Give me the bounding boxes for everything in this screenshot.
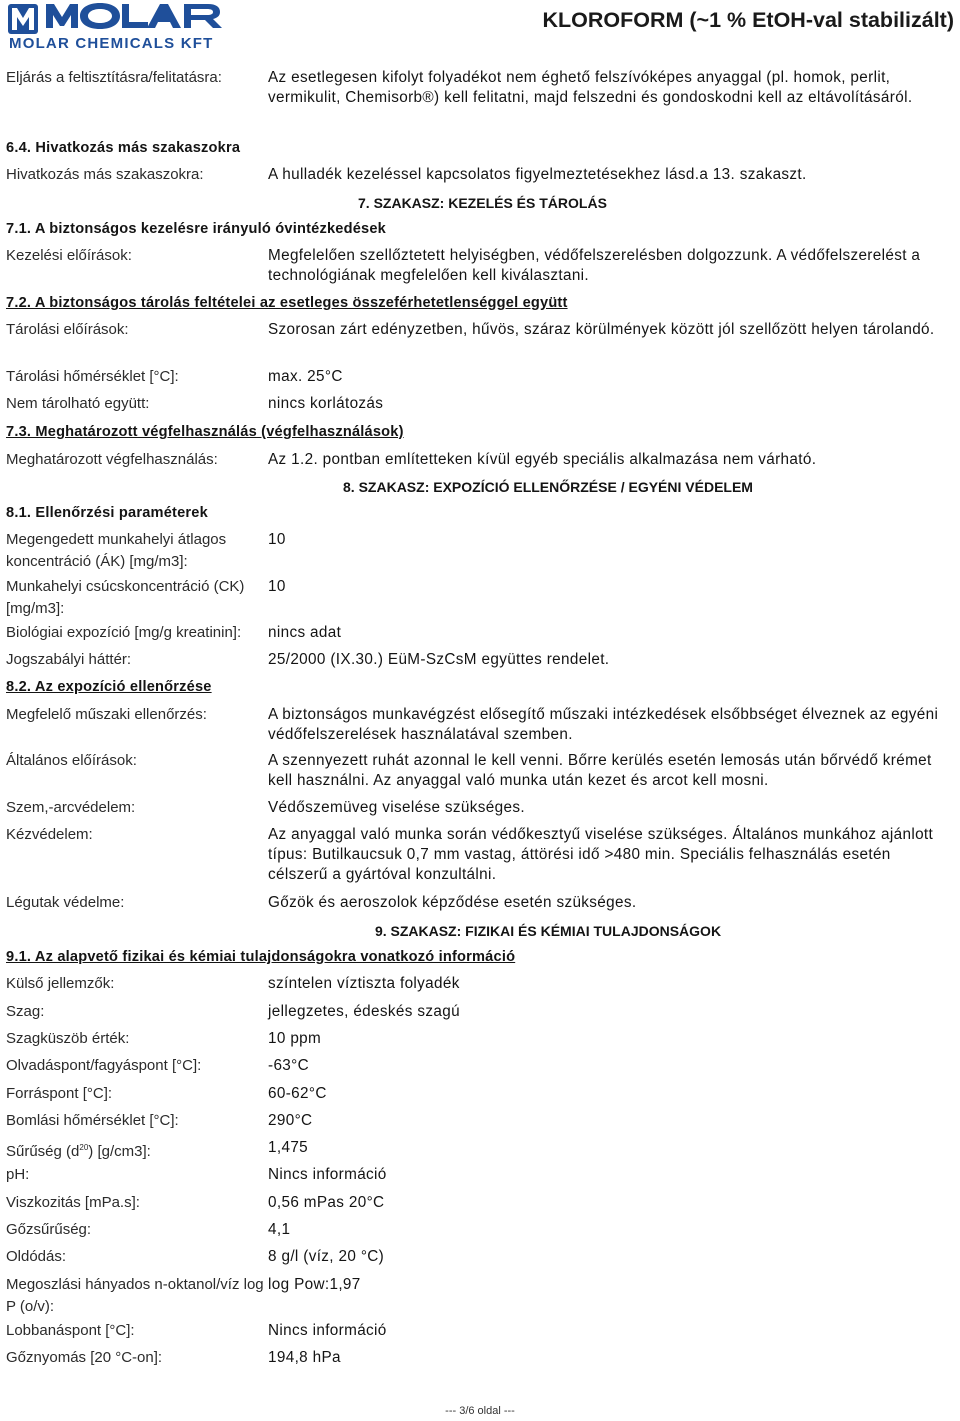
incompatible-value: nincs korlátozás — [268, 395, 384, 412]
odor-value: jellegzetes, édeskés szagú — [268, 1003, 460, 1020]
respiratory-value: Gőzök és aeroszolok képződése esetén szükséges. — [268, 894, 637, 911]
melting-point-label: Olvadáspont/fagyáspont [°C]: — [6, 1057, 202, 1074]
appearance-label: Külső jellemzők: — [6, 975, 115, 992]
density-label-post: ) [g/cm3]: — [88, 1143, 151, 1160]
decomposition-value: 290°C — [268, 1112, 313, 1129]
odor-threshold-value: 10 ppm — [268, 1030, 322, 1047]
partition-label: Megoszlási hányados n-oktanol/víz log P (o/v): — [6, 1276, 264, 1315]
section-8-heading: 8. SZAKASZ: EXPOZÍCIÓ ELLENŐRZÉSE / EGYÉNI VÉDELEM — [343, 479, 753, 495]
subsection-9-1: 9.1. Az alapvető fizikai és kémiai tulajdonságokra vonatkozó információ — [6, 949, 516, 965]
legal-value: 25/2000 (IX.30.) EüM-SzCsM együttes rendelet. — [268, 651, 610, 668]
density-sup: 20 — [79, 1143, 89, 1152]
handling-label: Kezelési előírások: — [6, 247, 132, 264]
flash-point-value: Nincs információ — [268, 1322, 387, 1339]
bio-exposure-value: nincs adat — [268, 624, 342, 641]
vapor-pressure-value: 194,8 hPa — [268, 1349, 341, 1366]
incompatible-label: Nem tárolható együtt: — [6, 395, 150, 412]
ck-value: 10 — [268, 578, 286, 595]
appearance-value: színtelen víztiszta folyadék — [268, 975, 460, 992]
subsection-8-2: 8.2. Az expozíció ellenőrzése — [6, 679, 212, 695]
subsection-7-1: 7.1. A biztonságos kezelésre irányuló óvintézkedések — [6, 221, 386, 237]
general-rules-label: Általános előírások: — [6, 752, 137, 769]
respiratory-label: Légutak védelme: — [6, 894, 125, 911]
subsection-8-1: 8.1. Ellenőrzési paraméterek — [6, 505, 208, 521]
ak-value: 10 — [268, 531, 286, 548]
ph-value: Nincs információ — [268, 1166, 387, 1183]
density-value: 1,475 — [268, 1139, 309, 1156]
end-use-label: Meghatározott végfelhasználás: — [6, 451, 218, 468]
storage-value: Szorosan zárt edényzetben, hűvös, száraz körülmények között jól szellőzött helyen tárolandó. — [268, 321, 935, 338]
logo-wordmark: MOLAR CHEMICALS KFT — [9, 35, 214, 50]
cleanup-value: Az esetlegesen kifolyt folyadékot nem éghető felszívóképes anyaggal (pl. homok, perlit, vermikulit, Chemisorb®) kell felitatni, majd felszedni és gondoskodni kell az eltávolításáról. — [268, 69, 913, 106]
vapor-density-label: Gőzsűrűség: — [6, 1221, 92, 1238]
odor-label: Szag: — [6, 1003, 45, 1020]
vapor-pressure-label: Gőznyomás [20 °C-on]: — [6, 1349, 163, 1366]
flash-point-label: Lobbanáspont [°C]: — [6, 1322, 135, 1339]
storage-temp-value: max. 25°C — [268, 368, 343, 385]
legal-label: Jogszabályi háttér: — [6, 651, 132, 668]
tech-control-value: A biztonságos munkavégzést elősegítő műszaki intézkedések elsőbbséget élveznek az egyéni védőfelszerelések használatával szemben. — [268, 706, 939, 743]
storage-temp-label: Tárolási hőmérséklet [°C]: — [6, 368, 179, 385]
document-title: KLOROFORM (~1 % EtOH-val stabilizált) — [542, 8, 954, 32]
boiling-point-label: Forráspont [°C]: — [6, 1085, 113, 1102]
density-label-pre: Sűrűség (d — [6, 1143, 80, 1160]
vapor-density-value: 4,1 — [268, 1221, 291, 1238]
tech-control-label: Megfelelő műszaki ellenőrzés: — [6, 706, 207, 723]
melting-point-value: -63°C — [268, 1057, 310, 1074]
hand-protection-value: Az anyaggal való munka során védőkesztyű viselése szükséges. Általános munkához ajánlott típus: Butilkaucsuk 0,7 mm vastag, áttörési idő >480 min. Speciális felhasználás esetén célszerű a gyártóval konzultálni. — [268, 826, 934, 883]
subsection-7-2: 7.2. A biztonságos tárolás feltételei az esetleges összeférhetetlenséggel együtt — [6, 295, 568, 311]
density-label — [6, 1137, 264, 1163]
ph-label: pH: — [6, 1166, 30, 1183]
reference-value: A hulladék kezeléssel kapcsolatos figyelmeztetésekhez lásd.a 13. szakaszt. — [268, 166, 807, 183]
hand-protection-label: Kézvédelem: — [6, 826, 93, 843]
decomposition-label: Bomlási hőmérséklet [°C]: — [6, 1112, 179, 1129]
viscosity-value: 0,56 mPas 20°C — [268, 1194, 385, 1211]
ck-label: Munkahelyi csúcskoncentráció (CK) [mg/m3]: — [6, 578, 245, 617]
ak-label: Megengedett munkahelyi átlagos koncentráció (ÁK) [mg/m3]: — [6, 531, 227, 570]
section-9-heading: 9. SZAKASZ: FIZIKAI ÉS KÉMIAI TULAJDONSÁGOK — [374, 923, 722, 939]
subsection-7-3: 7.3. Meghatározott végfelhasználás (végfelhasználások) — [6, 424, 404, 440]
viscosity-label: Viszkozitás [mPa.s]: — [6, 1194, 140, 1211]
handling-value: Megfelelően szellőztetett helyiségben, védőfelszerelésben dolgozzunk. A védőfelszerelést a technológiának megfelelően kell kiválasztani. — [268, 247, 921, 284]
eye-protection-value: Védőszemüveg viselése szükséges. — [268, 799, 525, 816]
solubility-label: Oldódás: — [6, 1248, 67, 1265]
general-rules-value: A szennyezett ruhát azonnal le kell venni. Bőrre kerülés esetén lemosás után bőrvédő krémet kell használni. Az anyaggal való munka után kezet és arcot kell mosni. — [268, 752, 932, 789]
section-7-heading: 7. SZAKASZ: KEZELÉS ÉS TÁROLÁS — [358, 195, 607, 211]
reference-label: Hivatkozás más szakaszokra: — [6, 166, 204, 183]
partition-value: log Pow:1,97 — [268, 1276, 361, 1293]
boiling-point-value: 60-62°C — [268, 1085, 327, 1102]
odor-threshold-label: Szagküszöb érték: — [6, 1030, 130, 1047]
solubility-value: 8 g/l (víz, 20 °C) — [268, 1248, 385, 1265]
page-number: --- 3/6 oldal --- — [445, 1405, 515, 1417]
subsection-6-4: 6.4. Hivatkozás más szakaszokra — [6, 140, 241, 156]
storage-label: Tárolási előírások: — [6, 321, 129, 338]
bio-exposure-label: Biológiai expozíció [mg/g kreatinin]: — [6, 624, 242, 641]
cleanup-label: Eljárás a feltisztításra/felitatásra: — [6, 69, 222, 86]
eye-protection-label: Szem,-arcvédelem: — [6, 799, 136, 816]
end-use-value: Az 1.2. pontban említetteken kívül egyéb speciális alkalmazása nem várható. — [268, 451, 817, 468]
